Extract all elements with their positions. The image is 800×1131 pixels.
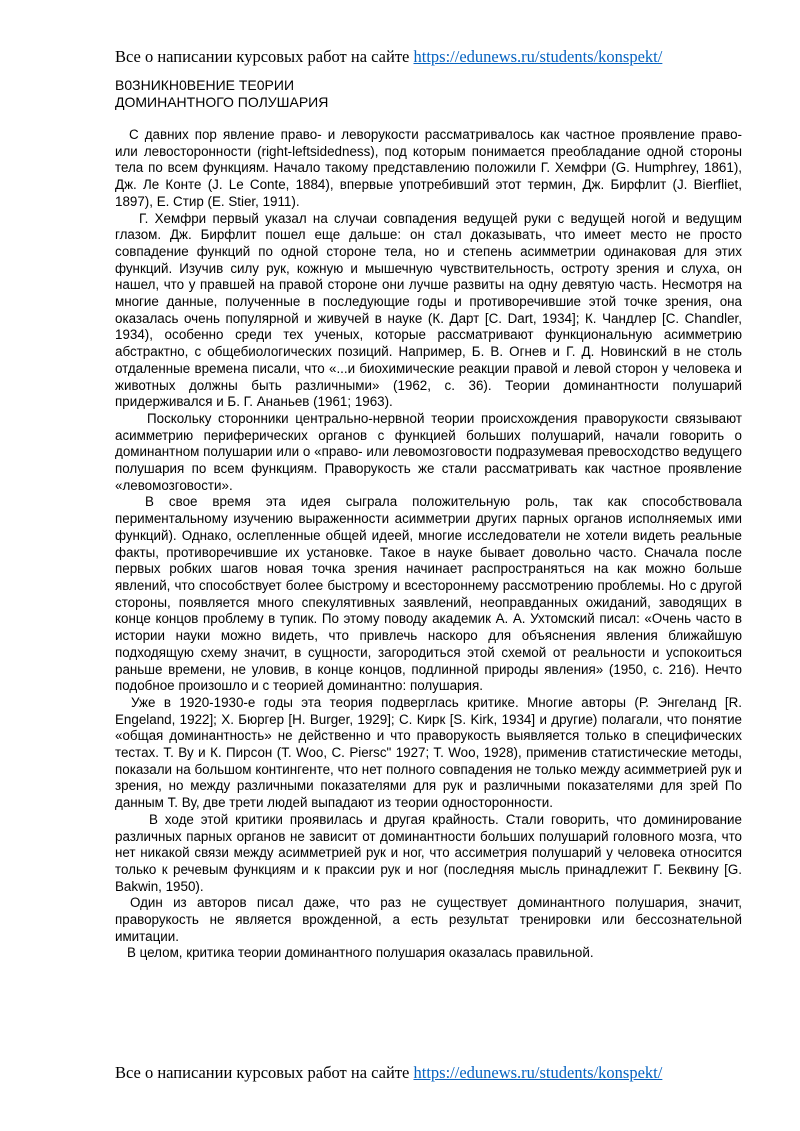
header-banner-link[interactable]: https://edunews.ru/students/konspekt/ <box>413 47 663 66</box>
footer-banner-text: Все о написании курсовых работ на сайте <box>115 1063 414 1082</box>
header-banner <box>115 47 735 67</box>
document-title-line-1: В0ЗНИКН0ВЕНИЕ ТЕ0РИИ <box>115 77 295 93</box>
paragraph-6: В ходе этой критики проявилась и другая крайность. Стали говорить, что доминирование различных парных органов не зависит от доминантности больших полушарий головного мозга, что нет никакой связи между асимметрией рук и ног, что ассиметрия полушарий у человека относится только к речевым функциям и к праксии рук и ног (последняя мысль принадлежит Г. Беквину [G. Bakwin, 1950). <box>115 811 742 894</box>
footer-banner <box>115 1063 735 1083</box>
document-title-line-2: ДОМИНАНТНОГО ПОЛУШАРИЯ <box>115 94 329 110</box>
paragraph-2: Г. Хемфри первый указал на случаи совпадения ведущей руки с ведущей ногой и ведущим глазом. Дж. Бирфлит пошел еще дальше: он стал доказывать, что имеет место не просто совпадение функций по одной стороне тела, но и степень асимметрии одинаковая для этих функций. Изучив силу рук, кожную и мышечную чувствительность, остроту зрения и слуха, он нашел, что у правшей на правой стороне они лучше развиты на одну девятую часть. Несмотря на многие данные, полученные в последующие годы и противоречившие этой точке зрения, она оказалась очень популярной и живучей в науке (К. Дарт [C. Dart, 1934]; К. Чандлер [C. Chandler, 1934), особенно среди тех ученых, которые рассматривают функциональную асимметрию абстрактно, с общебиологических позиций. Например, Б. В. Огнев и Г. Д. Новинский в не столь отдаленные времена писали, что «...и биохимические реакции правой и левой сторон у человека и животных должны быть различными» (1962, с. 36). Теории доминантности полушарий придерживался и Б. Г. Ананьев (1961; 1963). <box>115 210 742 410</box>
header-banner-text: Все о написании курсовых работ на сайте <box>115 47 414 66</box>
paragraph-8: В целом, критика теории доминантного полушария оказалась правильной. <box>127 945 594 961</box>
paragraph-4: В свое время эта идея сыграла положительную роль, так как способствовала периментальному изучению выраженности асимметрии других парных органов исполняемых ими функций). Однако, ослепленные общей идеей, многие исследователи не хотели видеть реальные факты, противоречившие их установке. Такое в науке бывает довольно часто. Сначала после первых робких шагов новая точка зрения начинает распространяться на как можно больше явлений, что способствует более быстрому и всестороннему рассмотрению проблемы. Но с другой стороны, появляется много спекулятивных заявлений, неоправданных ожиданий, заводящих в конце концов проблему в тупик. По этому поводу академик А. А. Ухтомский писал: «Очень часто в истории науки можно видеть, что привлечь наскоро для объяснения явления ближайшую подходящую схему значит, в сущности, загородиться этой схемой от реальности и успокоиться раньше времени, не уловив, в конце концов, подлинной природы явления» (1950, с. 216). Нечто подобное произошло и с теорией доминантно: полушария. <box>115 494 742 694</box>
document-title <box>115 77 735 111</box>
paragraph-5: Уже в 1920-1930-е годы эта теория подверглась критике. Многие авторы (Р. Энгеланд [R. Engeland, 1922]; Х. Бюргер [H. Burger, 1929]; С. Кирк [S. Kirk, 1934] и другие) полагали, что понятие «общая доминантность» не действенно и что праворукость выявляется только в специфических тестах. Т. Ву и К. Пирсон (T. Woo, C. Piersc" 1927; T. Woo, 1928), применив статистические методы, показали на большом контингенте, что нет полного совпадения не только между асимметрией рук и зрения, но между различными показателями для рук и различными показателями для зрей По данным Т. Ву, две трети людей выпадают из теории односторонности. <box>115 694 742 811</box>
footer-banner-link[interactable]: https://edunews.ru/students/konspekt/ <box>413 1063 663 1082</box>
paragraph-1: С давних пор явление право- и леворукости рассматривалось как частное проявление право- или левосторонности (right-leftsidedness), под которым понимается преобладание одной стороны тела по всем функциям. Начало такому представлению положили Г. Хемфри (G. Humphrey, 1861), Дж. Ле Конте (J. Le Conte, 1884), впервые употребивший этот термин, Дж. Бирфлит (J. Bierfliet, 1897), Е. Стир (E. Stier, 1911). <box>115 127 742 209</box>
paragraph-7: Один из авторов писал даже, что раз не существует доминантного полушария, значит, праворукость не является врожденной, а есть результат тренировки или бессознательной имитации. <box>115 895 742 944</box>
paragraph-3: Поскольку сторонники центрально-нервной теории происхождения праворукости связывают асимметрию периферических органов с функцией больших полушарий, начали говорить о доминантном полушарии или о «право- или левомозговости подразумевая превосходство ведущего полушария по всем функциям. Праворукость же стали рассматривать как частное проявление «левомозговости». <box>115 410 742 493</box>
document-body <box>115 127 742 962</box>
